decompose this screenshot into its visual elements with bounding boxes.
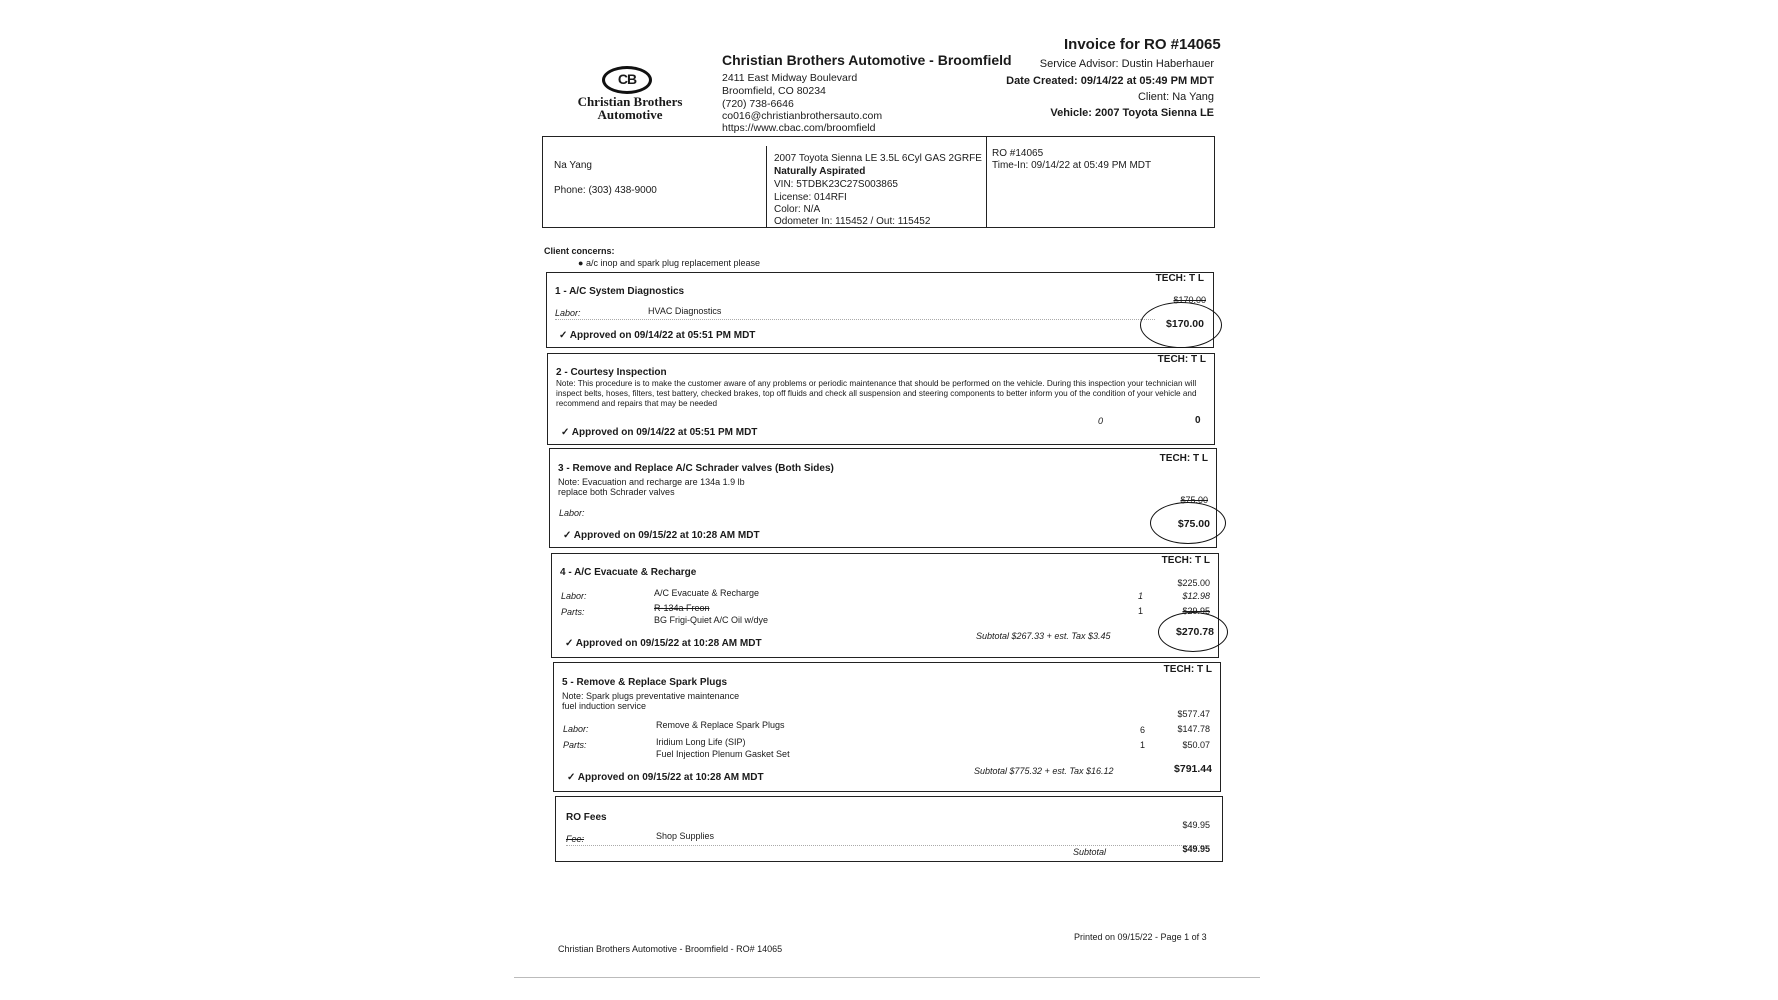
job-note: replace both Schrader valves xyxy=(558,487,675,497)
tech-label: TECH: T L xyxy=(1159,453,1208,464)
tech-label: TECH: T L xyxy=(1157,354,1206,365)
ro-number: RO #14065 xyxy=(992,148,1044,159)
part-price: $29.95 xyxy=(1182,606,1210,616)
client-name: Na Yang xyxy=(554,160,592,171)
vehicle-description: 2007 Toyota Sienna LE 3.5L 6Cyl GAS 2GRFE xyxy=(774,153,982,164)
vehicle-license: License: 014RFI xyxy=(774,192,847,203)
job-title: 4 - A/C Evacuate & Recharge xyxy=(560,567,697,578)
fees-subtotal: $49.95 xyxy=(1182,844,1210,854)
fee-price: $49.95 xyxy=(1182,820,1210,830)
date-created: Date Created: 09/14/22 at 05:49 PM MDT xyxy=(1006,75,1214,87)
part-description: Iridium Long Life (SIP) xyxy=(656,737,746,747)
time-in: Time-In: 09/14/22 at 05:49 PM MDT xyxy=(992,160,1152,171)
labor-price: $577.47 xyxy=(1177,709,1210,719)
part-price: $50.07 xyxy=(1182,740,1210,750)
job-title: 1 - A/C System Diagnostics xyxy=(555,286,685,297)
client-concerns-label: Client concerns: xyxy=(544,246,615,256)
labor-label: Labor: xyxy=(559,508,585,518)
job-total: $75.00 xyxy=(1177,518,1210,530)
row-divider xyxy=(555,319,1155,320)
footer-printed-page: Printed on 09/15/22 - Page 1 of 3 xyxy=(1074,932,1207,942)
vehicle-odometer: Odometer In: 115452 / Out: 115452 xyxy=(774,216,931,227)
zero-amount: 0 xyxy=(1098,416,1104,426)
shop-email: co016@christianbrothersauto.com xyxy=(722,110,883,122)
approval-status: ✓ Approved on 09/15/22 at 10:28 AM MDT xyxy=(565,638,762,649)
labor-description: HVAC Diagnostics xyxy=(648,306,722,316)
approval-status: ✓ Approved on 09/14/22 at 05:51 PM MDT xyxy=(559,330,756,341)
part-quantity: 1 xyxy=(1140,740,1146,750)
info-divider xyxy=(766,146,767,228)
job-total: 0 xyxy=(1195,415,1201,426)
client-concern-item: ● a/c inop and spark plug replacement please xyxy=(578,258,761,268)
part-description: Fuel Injection Plenum Gasket Set xyxy=(656,749,790,759)
part-quantity: 1 xyxy=(1138,606,1144,616)
part-quantity: 1 xyxy=(1138,591,1144,601)
job-title: 3 - Remove and Replace A/C Schrader valves (Both Sides) xyxy=(558,463,834,474)
vehicle-color: Color: N/A xyxy=(774,204,821,215)
labor-label: Labor: xyxy=(561,591,587,601)
job-total: $270.78 xyxy=(1176,626,1214,638)
shop-website: https://www.cbac.com/broomfield xyxy=(722,122,876,134)
labor-price: $75.00 xyxy=(1180,495,1208,505)
info-divider xyxy=(986,136,987,228)
invoice-title: Invoice for RO #14065 xyxy=(1064,36,1221,53)
labor-label: Labor: xyxy=(555,308,581,318)
labor-price: $225.00 xyxy=(1177,578,1210,588)
shop-address-line1: 2411 East Midway Boulevard xyxy=(722,72,858,84)
labor-label: Labor: xyxy=(563,724,589,734)
tech-label: TECH: T L xyxy=(1161,555,1210,566)
shop-phone: (720) 738-6646 xyxy=(722,98,794,110)
vehicle-vin: VIN: 5TDBK23C27S003865 xyxy=(774,179,898,190)
client-phone: Phone: (303) 438-9000 xyxy=(554,185,657,196)
ro-fees-section xyxy=(555,796,1223,862)
job-note: Note: This procedure is to make the customer aware of any problems or periodic maintenance that should be performed on the vehicle. During this inspection your technician will inspect belts, hoses, filters, test battery, checked brakes, top off fluids and check all suspension and steering components to better inform you of the condition of your vehicle and recommend and repairs that may be needed xyxy=(556,379,1197,408)
parts-label: Parts: xyxy=(563,740,587,750)
company-logo-icon: CB xyxy=(602,66,652,94)
job-subtotal: Subtotal $267.33 + est. Tax $3.45 xyxy=(976,631,1111,641)
part-price: $12.98 xyxy=(1182,591,1210,601)
part-price: $147.78 xyxy=(1177,724,1210,734)
job-subtotal: Subtotal $775.32 + est. Tax $16.12 xyxy=(974,766,1114,776)
footer-shop-ro: Christian Brothers Automotive - Broomfield - RO# 14065 xyxy=(558,944,783,954)
job-note: fuel induction service xyxy=(562,701,647,711)
part-description: BG Frigi-Quiet A/C Oil w/dye xyxy=(654,615,769,625)
tech-label: TECH: T L xyxy=(1163,664,1212,675)
job-total: $170.00 xyxy=(1166,318,1204,330)
page-edge-line xyxy=(514,977,1260,978)
fee-label: Fee: xyxy=(566,834,585,844)
invoice-vehicle: Vehicle: 2007 Toyota Sienna LE xyxy=(1050,107,1214,119)
company-logo-text: Christian Brothers Automotive xyxy=(577,94,683,122)
fees-title: RO Fees xyxy=(566,812,607,823)
shop-name: Christian Brothers Automotive - Broomfield xyxy=(722,52,1012,68)
job-title: 5 - Remove & Replace Spark Plugs xyxy=(562,677,728,688)
approval-status: ✓ Approved on 09/15/22 at 10:28 AM MDT xyxy=(567,772,764,783)
shop-address-line2: Broomfield, CO 80234 xyxy=(722,85,826,97)
approval-status: ✓ Approved on 09/14/22 at 05:51 PM MDT xyxy=(561,427,758,438)
fees-subtotal-label: Subtotal xyxy=(1073,847,1107,857)
service-advisor: Service Advisor: Dustin Haberhauer xyxy=(1039,58,1214,70)
job-note: Note: Evacuation and recharge are 134a 1.9 lb xyxy=(558,477,745,487)
job-total: $791.44 xyxy=(1174,763,1212,775)
labor-price: $170.00 xyxy=(1173,295,1206,305)
row-divider xyxy=(566,845,1206,846)
job-note: Note: Spark plugs preventative maintenance xyxy=(562,691,740,701)
fee-description: Shop Supplies xyxy=(656,831,715,841)
tech-label: TECH: T L xyxy=(1155,273,1204,284)
labor-description: A/C Evacuate & Recharge xyxy=(654,588,760,598)
parts-label: Parts: xyxy=(561,607,585,617)
approval-status: ✓ Approved on 09/15/22 at 10:28 AM MDT xyxy=(563,530,760,541)
vehicle-engine: Naturally Aspirated xyxy=(774,166,866,177)
job-title: 2 - Courtesy Inspection xyxy=(556,367,667,378)
part-quantity: 6 xyxy=(1140,725,1146,735)
invoice-client: Client: Na Yang xyxy=(1137,91,1214,103)
labor-description: Remove & Replace Spark Plugs xyxy=(656,720,785,730)
part-description: R-134a Freon xyxy=(654,603,710,613)
